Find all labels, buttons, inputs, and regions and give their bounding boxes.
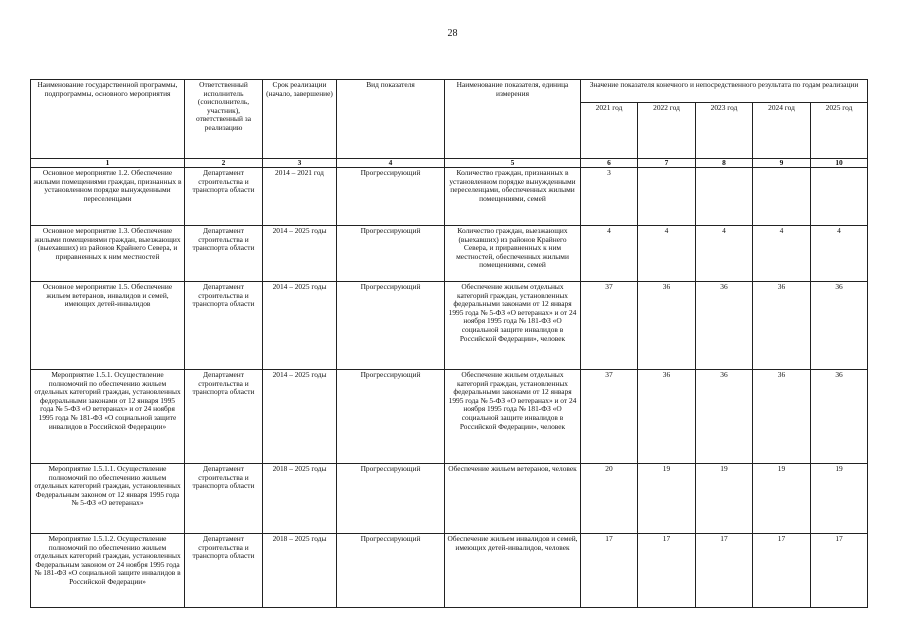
column-number: 7: [638, 159, 696, 168]
row-period: 2014 – 2021 год: [263, 168, 337, 226]
row-value-2022: 17: [638, 534, 696, 608]
row-indicator-type: Прогрессирующий: [337, 168, 445, 226]
row-program-name: Мероприятие 1.5.1.1. Осуществление полномочий по обеспечению жильем отдельных категорий граждан, установленных Федеральным законом от 12 января 1995 года № 5-ФЗ «О ветеранах»: [31, 464, 185, 534]
row-value-2024: [753, 168, 811, 226]
row-value-2024: 4: [753, 226, 811, 282]
column-number: 5: [445, 159, 581, 168]
row-value-2025: [811, 168, 868, 226]
row-executor: Департамент строительства и транспорта области: [185, 168, 263, 226]
row-value-2021: 17: [581, 534, 638, 608]
row-indicator-type: Прогрессирующий: [337, 464, 445, 534]
row-value-2024: 36: [753, 282, 811, 370]
row-indicator-type: Прогрессирующий: [337, 534, 445, 608]
row-value-2025: 19: [811, 464, 868, 534]
table-row: [31, 464, 868, 534]
column-number: 2: [185, 159, 263, 168]
column-number-row: [31, 159, 868, 168]
row-executor: Департамент строительства и транспорта области: [185, 282, 263, 370]
row-value-2022: 19: [638, 464, 696, 534]
row-value-2025: 36: [811, 370, 868, 464]
row-value-2021: 4: [581, 226, 638, 282]
header-period: Срок реализации (начало, завершение): [263, 80, 337, 159]
table-row: [31, 370, 868, 464]
row-indicator-name: Количество граждан, признанных в установленном порядке вынужденными переселенцами, обеспеченных жилыми помещениями, семей: [445, 168, 581, 226]
row-program-name: Основное мероприятие 1.3. Обеспечение жилыми помещениями граждан, выезжающих (выехавших) из районов Крайнего Севера, и приравненных к ним местностей: [31, 226, 185, 282]
row-value-2024: 17: [753, 534, 811, 608]
row-executor: Департамент строительства и транспорта области: [185, 370, 263, 464]
row-executor: Департамент строительства и транспорта области: [185, 534, 263, 608]
column-number: 1: [31, 159, 185, 168]
row-value-2025: 17: [811, 534, 868, 608]
row-program-name: Мероприятие 1.5.1. Осуществление полномочий по обеспечению жильем отдельных категорий граждан, установленных федеральными законами от 12 января 1995 года № 5-ФЗ «О ветеранах» и от 24 ноября 1995 года № 181-ФЗ «О социальной защите инвалидов в Российской Федерации»: [31, 370, 185, 464]
column-number: 10: [811, 159, 868, 168]
indicator-table: [30, 79, 868, 608]
row-indicator-name: Обеспечение жильем отдельных категорий граждан, установленных федеральными законами от 12 января 1995 года № 5-ФЗ «О ветеранах» и от 24 ноября 1995 года № 181-ФЗ «О социальной защите инвалидов в Российской Федерации», человек: [445, 370, 581, 464]
row-executor: Департамент строительства и транспорта области: [185, 464, 263, 534]
row-value-2022: 4: [638, 226, 696, 282]
column-number: 9: [753, 159, 811, 168]
header-program-name: Наименование государственной программы, подпрограммы, основного мероприятия: [31, 80, 185, 159]
header-indicator-type: Вид показателя: [337, 80, 445, 159]
row-value-2023: 17: [696, 534, 753, 608]
column-number: 4: [337, 159, 445, 168]
row-executor: Департамент строительства и транспорта области: [185, 226, 263, 282]
header-values-group: Значение показателя конечного и непосредственного результата по годам реализации: [581, 80, 868, 103]
row-indicator-name: Обеспечение жильем отдельных категорий граждан, установленных федеральными законами от 12 января 1995 года № 5-ФЗ «О ветеранах» и от 24 ноября 1995 года № 181-ФЗ «О социальной защите инвалидов в Российской Федерации», человек: [445, 282, 581, 370]
header-indicator-name: Наименование показателя, единица измерения: [445, 80, 581, 159]
table-row: [31, 534, 868, 608]
column-number: 6: [581, 159, 638, 168]
row-value-2021: 20: [581, 464, 638, 534]
column-number: 3: [263, 159, 337, 168]
header-year-2025: 2025 год: [811, 103, 868, 159]
row-indicator-name: Обеспечение жильем ветеранов, человек: [445, 464, 581, 534]
row-program-name: Мероприятие 1.5.1.2. Осуществление полномочий по обеспечению жильем отдельных категорий граждан, установленных Федеральным законом от 24 ноября 1995 года № 181-ФЗ «О социальной защите инвалидов в Российской Федерации»: [31, 534, 185, 608]
header-executor: Ответственный исполнитель (соисполнитель, участник), ответственный за реализацию: [185, 80, 263, 159]
header-year-2021: 2021 год: [581, 103, 638, 159]
column-number: 8: [696, 159, 753, 168]
row-period: 2014 – 2025 годы: [263, 370, 337, 464]
header-year-2022: 2022 год: [638, 103, 696, 159]
header-year-2023: 2023 год: [696, 103, 753, 159]
row-value-2021: 37: [581, 282, 638, 370]
row-program-name: Основное мероприятие 1.5. Обеспечение жильем ветеранов, инвалидов и семей, имеющих детей-инвалидов: [31, 282, 185, 370]
row-indicator-type: Прогрессирующий: [337, 226, 445, 282]
row-indicator-type: Прогрессирующий: [337, 370, 445, 464]
page-number: 28: [447, 28, 458, 39]
header-year-2024: 2024 год: [753, 103, 811, 159]
row-indicator-name: Количество граждан, выезжающих (выехавших) из районов Крайнего Севера, и приравненных к ним местностей, обеспеченных жилыми помещениями, семей: [445, 226, 581, 282]
row-indicator-name: Обеспечение жильем инвалидов и семей, имеющих детей-инвалидов, человек: [445, 534, 581, 608]
row-value-2023: 19: [696, 464, 753, 534]
row-period: 2014 – 2025 годы: [263, 282, 337, 370]
row-value-2025: 4: [811, 226, 868, 282]
row-value-2022: [638, 168, 696, 226]
row-period: 2014 – 2025 годы: [263, 226, 337, 282]
row-value-2024: 19: [753, 464, 811, 534]
row-value-2023: 36: [696, 282, 753, 370]
row-value-2025: 36: [811, 282, 868, 370]
row-indicator-type: Прогрессирующий: [337, 282, 445, 370]
row-value-2023: 4: [696, 226, 753, 282]
table-row: [31, 282, 868, 370]
row-program-name: Основное мероприятие 1.2. Обеспечение жилыми помещениями граждан, признанных в установленном порядке вынужденными переселенцами: [31, 168, 185, 226]
row-value-2021: 37: [581, 370, 638, 464]
row-value-2023: [696, 168, 753, 226]
row-value-2021: 3: [581, 168, 638, 226]
row-value-2023: 36: [696, 370, 753, 464]
table-row: [31, 226, 868, 282]
row-period: 2018 – 2025 годы: [263, 534, 337, 608]
row-period: 2018 – 2025 годы: [263, 464, 337, 534]
table-row: [31, 168, 868, 226]
row-value-2024: 36: [753, 370, 811, 464]
row-value-2022: 36: [638, 370, 696, 464]
row-value-2022: 36: [638, 282, 696, 370]
